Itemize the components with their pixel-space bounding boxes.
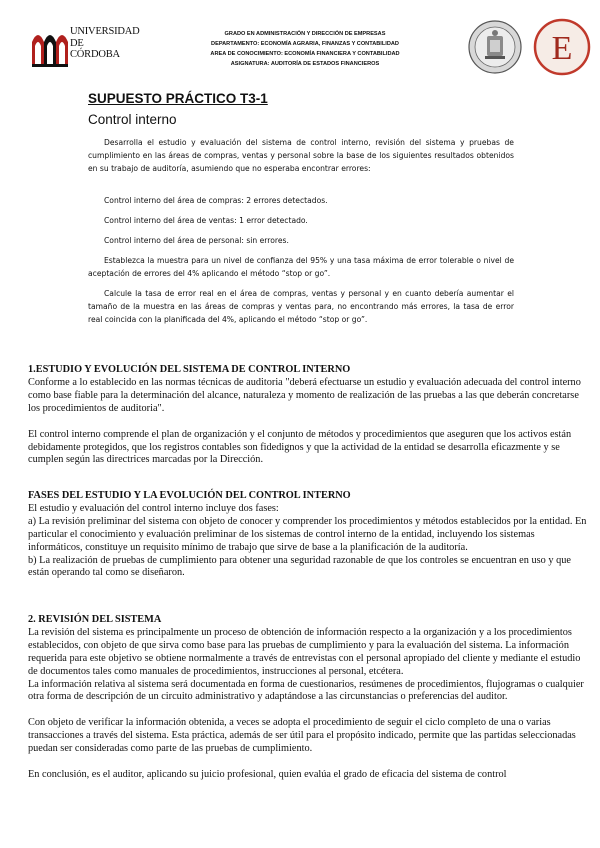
- paragraph: b) La realización de pruebas de cumplimiento para obtener una seguridad razonable de que los controles se encuentran en uso y que están operando tal como se diseñaron.: [28, 554, 571, 579]
- statement-error-rate: Calcule la tasa de error real en el área de compras, ventas y personal y en cuanto debería aumentar el tamaño de la muestra en las áreas de compras y ventas para, no encontrando más errores, la tasa de error real coincida con la planificada del 4%, aplicando el método “stop or go”.: [88, 289, 514, 324]
- statement-item: Control interno del área de compras: 2 errores detectados.: [104, 196, 328, 205]
- statement-item: Control interno del área de personal: sin errores.: [104, 236, 289, 245]
- header-area: AREA DE CONOCIMIENTO: ECONOMÍA FINANCIERA Y CONTABILIDAD: [210, 51, 400, 57]
- header-subject: ASIGNATURA: AUDITORÍA DE ESTADOS FINANCIEROS: [230, 61, 380, 67]
- section-2: [28, 614, 590, 782]
- paragraph: El control interno comprende el plan de organización y el conjunto de métodos y procedimientos que aseguren que los activos están debidamente protegidos, que los registros contables son fidedignos y que la actividad de la entidad se desarrolla eficazmente y se cumplen según las directrices marcadas por la Dirección.: [28, 428, 572, 466]
- statement-paragraph: [88, 287, 514, 326]
- document-header: [150, 29, 460, 69]
- paragraph: El estudio y evaluación del control interno incluye dos fases:: [28, 502, 279, 514]
- emblem-e-icon: [533, 18, 591, 76]
- mosque-arches-icon: [30, 24, 70, 68]
- emblem-letter: E: [551, 30, 573, 67]
- section-heading: 2. REVISIÓN DEL SISTEMA: [28, 614, 162, 625]
- statement-intro: Desarrolla el estudio y evaluación del sistema de control interno, revisión del sistema y pruebas de cumplimiento en las áreas de compras, ventas y personal sobre la base de los siguientes resultados obtenidos en su trabajo de auditoría, asumiendo que no esperaba encontrar errores:: [88, 138, 514, 173]
- header-department: DEPARTAMENTO: ECONOMÍA AGRARIA, FINANZAS Y CONTABILIDAD: [211, 41, 399, 47]
- paragraph: En conclusión, es el auditor, aplicando su juicio profesional, quien evalúa el grado de eficacia del sistema de control: [28, 769, 507, 781]
- exercise-title: SUPUESTO PRÁCTICO T3-1: [88, 91, 268, 106]
- section-heading: 1.ESTUDIO Y EVOLUCIÓN DEL SISTEMA DE CONTROL INTERNO: [28, 364, 351, 375]
- exercise-subtitle: Control interno: [88, 112, 177, 127]
- paragraph: La revisión del sistema es principalmente un proceso de obtención de información respecto a la organización y a los procedimientos establecidos, con objeto de que sirva como base para las pruebas de cumplimiento y para la evaluación del sistema. La información requerida para este objetivo se obtiene normalmente a través de entrevistas con el personal apropiado del cliente y mediante el estudio de documentos tales como manuales de procedimientos, instrucciones al personal, etcétera.: [28, 626, 581, 677]
- seal-icon: [468, 20, 522, 74]
- paragraph: La información relativa al sistema será documentada en forma de cuestionarios, resúmenes de procedimientos, flujogramas o cualquier otra forma de descripción de un circuito administrativo y adaptándose a las circunstancias o preferencias del auditor.: [28, 678, 584, 703]
- statement-paragraph: [88, 254, 514, 280]
- logo-line: DE: [70, 37, 84, 49]
- faculty-seal: [468, 20, 522, 74]
- paragraph: a) La revisión preliminar del sistema con objeto de conocer y comprender los procedimientos y métodos establecidos por la entidad. En particular el conocimiento y evaluación preliminar de los sistemas de control interno de la entidad, incluyendo los sistemas informáticos, constituye un requisito mínimo de trabajo que sirve de base a la planificación de la auditoría.: [28, 515, 587, 553]
- section-phases: [28, 490, 590, 580]
- logo-line: UNIVERSIDAD: [70, 26, 140, 37]
- exercise-statement: [88, 136, 514, 175]
- logo-line: CÓRDOBA: [70, 49, 120, 60]
- faculty-emblem: [533, 18, 591, 76]
- statement-item: Control interno del área de ventas: 1 error detectado.: [104, 216, 308, 225]
- university-logo: [30, 24, 140, 72]
- header-degree: GRADO EN ADMINISTRACIÓN Y DIRECCIÓN DE EMPRESAS: [224, 31, 386, 37]
- section-1: [28, 364, 590, 467]
- section-heading: FASES DEL ESTUDIO Y LA EVOLUCIÓN DEL CONTROL INTERNO: [28, 490, 351, 501]
- statement-confidence: Establezca la muestra para un nivel de confianza del 95% y una tasa máxima de error tolerable o nivel de aceptación de errores del 4% aplicando el método “stop or go”.: [88, 256, 514, 278]
- paragraph: Con objeto de verificar la información obtenida, a veces se adopta el procedimiento de seguir el ciclo completo de una o varias transacciones a través del sistema. Esta práctica, además de ser útil para el propósito indicado, permite que las partidas seleccionadas puedan ser consideradas como parte de las pruebas de cumplimiento.: [28, 717, 576, 755]
- paragraph: Conforme a lo establecido en las normas técnicas de auditoria "deberá efectuarse un estudio y evaluación adecuada del control interno como base fiable para la determinación del alcance, naturaleza y momento de realización de las pruebas a las que deberán concretarse los procedimientos de auditoria".: [28, 376, 581, 414]
